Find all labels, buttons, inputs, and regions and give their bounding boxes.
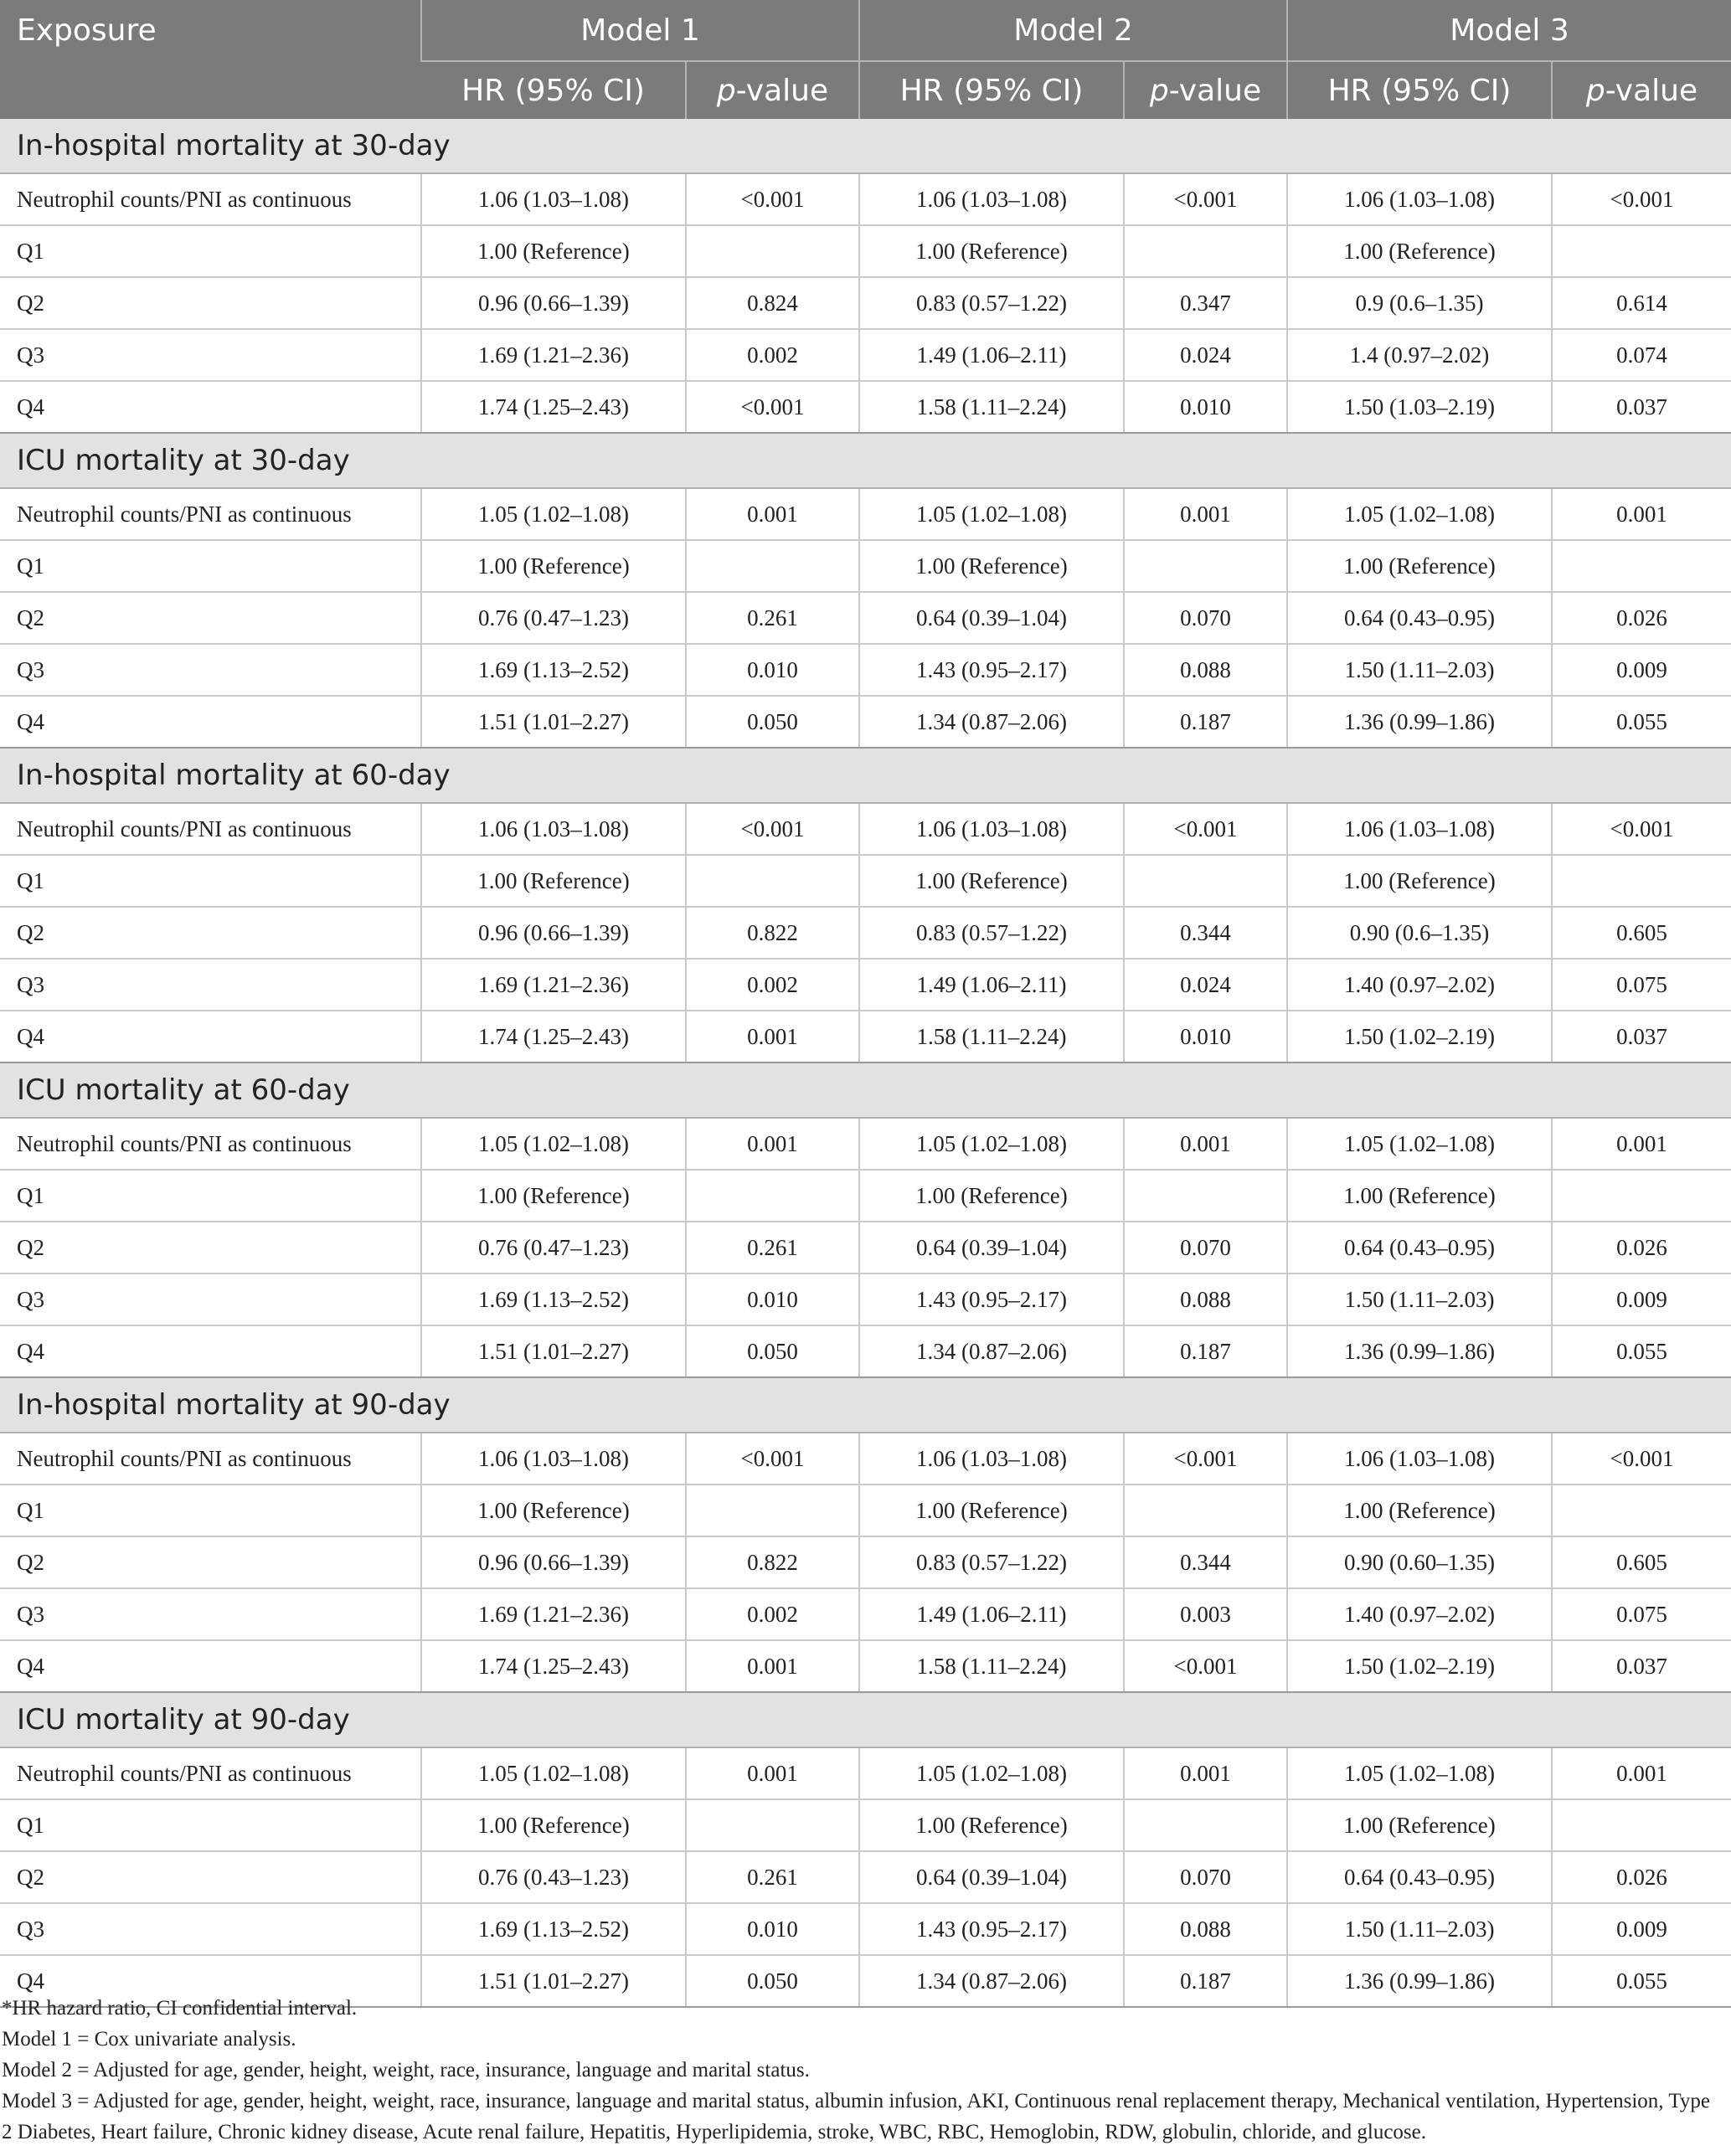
cell-hr-model-3: 1.40 (0.97–2.02) [1287, 1588, 1552, 1640]
section-title: ICU mortality at 30-day [0, 433, 1731, 488]
cell-p-model-1 [686, 855, 859, 907]
header-p-model-1: p-value [686, 61, 859, 119]
header-hr-model-1: HR (95% CI) [421, 61, 686, 119]
cell-hr-model-1: 1.00 (Reference) [421, 855, 686, 907]
cell-hr-model-3: 1.50 (1.03–2.19) [1287, 381, 1552, 433]
header-row-models [0, 0, 1731, 61]
cell-p-model-3: <0.001 [1552, 173, 1731, 225]
section-header-row [0, 433, 1731, 488]
cell-p-model-3 [1552, 855, 1731, 907]
table-row [0, 1325, 1731, 1377]
section-header-row [0, 748, 1731, 803]
cell-exposure: Q3 [0, 1274, 421, 1325]
cell-hr-model-2: 1.06 (1.03–1.08) [859, 173, 1124, 225]
cell-exposure: Neutrophil counts/PNI as continuous [0, 1118, 421, 1170]
cell-hr-model-1: 0.96 (0.66–1.39) [421, 1536, 686, 1588]
cell-hr-model-2: 1.58 (1.11–2.24) [859, 1011, 1124, 1063]
cell-p-model-3 [1552, 1170, 1731, 1222]
table-row [0, 1118, 1731, 1170]
cell-p-model-3: 0.074 [1552, 329, 1731, 381]
cell-p-model-3: 0.605 [1552, 1536, 1731, 1588]
cell-hr-model-3: 0.90 (0.6–1.35) [1287, 907, 1552, 959]
cell-hr-model-3: 1.36 (0.99–1.86) [1287, 1325, 1552, 1377]
cell-hr-model-2: 0.83 (0.57–1.22) [859, 1536, 1124, 1588]
cell-p-model-3: 0.055 [1552, 1325, 1731, 1377]
cell-hr-model-1: 1.69 (1.21–2.36) [421, 329, 686, 381]
cell-p-model-1: 0.001 [686, 1640, 859, 1692]
cell-hr-model-3: 0.9 (0.6–1.35) [1287, 277, 1552, 329]
cell-p-model-1: <0.001 [686, 173, 859, 225]
section-title: In-hospital mortality at 60-day [0, 748, 1731, 803]
cell-p-model-1: 0.001 [686, 1747, 859, 1799]
cell-p-model-2: 0.187 [1124, 1955, 1287, 2007]
cell-exposure: Q1 [0, 1485, 421, 1536]
cell-hr-model-2: 1.49 (1.06–2.11) [859, 1588, 1124, 1640]
cell-hr-model-2: 1.00 (Reference) [859, 540, 1124, 592]
cell-exposure: Q4 [0, 1955, 421, 2007]
cell-hr-model-2: 1.34 (0.87–2.06) [859, 696, 1124, 748]
cell-exposure: Q3 [0, 1903, 421, 1955]
table-row [0, 1485, 1731, 1536]
cell-p-model-3: 0.055 [1552, 1955, 1731, 2007]
cell-hr-model-1: 1.69 (1.13–2.52) [421, 644, 686, 696]
cell-hr-model-2: 1.43 (0.95–2.17) [859, 1274, 1124, 1325]
header-hr-model-3: HR (95% CI) [1287, 61, 1552, 119]
cell-hr-model-1: 1.00 (Reference) [421, 1170, 686, 1222]
cell-hr-model-2: 1.00 (Reference) [859, 225, 1124, 277]
table-row [0, 803, 1731, 855]
cell-hr-model-3: 1.4 (0.97–2.02) [1287, 329, 1552, 381]
cell-exposure: Q2 [0, 1536, 421, 1588]
cell-p-model-2: 0.024 [1124, 959, 1287, 1011]
table-row [0, 1799, 1731, 1851]
cell-hr-model-1: 1.00 (Reference) [421, 225, 686, 277]
section-title: ICU mortality at 60-day [0, 1063, 1731, 1118]
cell-exposure: Q4 [0, 1325, 421, 1377]
cell-p-model-2 [1124, 1485, 1287, 1536]
cell-p-model-1: 0.822 [686, 907, 859, 959]
cell-p-model-3: 0.001 [1552, 1747, 1731, 1799]
cell-hr-model-2: 1.49 (1.06–2.11) [859, 959, 1124, 1011]
cell-p-model-2: 0.001 [1124, 1747, 1287, 1799]
cell-hr-model-3: 1.00 (Reference) [1287, 1485, 1552, 1536]
header-model-1: Model 1 [421, 0, 859, 61]
cell-p-model-3: 0.009 [1552, 1274, 1731, 1325]
cell-p-model-1: 0.001 [686, 1118, 859, 1170]
cell-p-model-3: 0.037 [1552, 1011, 1731, 1063]
cell-p-model-3 [1552, 1485, 1731, 1536]
section-header-row [0, 1692, 1731, 1747]
section-header-row [0, 1063, 1731, 1118]
cell-p-model-2: 0.001 [1124, 488, 1287, 540]
cell-p-model-3: 0.026 [1552, 592, 1731, 644]
header-p-model-3: p-value [1552, 61, 1731, 119]
table-row [0, 488, 1731, 540]
cell-p-model-2: 0.010 [1124, 1011, 1287, 1063]
table-row [0, 696, 1731, 748]
cell-hr-model-3: 1.06 (1.03–1.08) [1287, 803, 1552, 855]
cell-exposure: Q2 [0, 907, 421, 959]
cell-hr-model-1: 1.00 (Reference) [421, 1485, 686, 1536]
cell-p-model-2: 0.088 [1124, 1274, 1287, 1325]
table-row [0, 592, 1731, 644]
cell-exposure: Q3 [0, 644, 421, 696]
cell-hr-model-1: 1.51 (1.01–2.27) [421, 1325, 686, 1377]
cell-hr-model-1: 0.96 (0.66–1.39) [421, 277, 686, 329]
cell-p-model-3: 0.026 [1552, 1222, 1731, 1274]
cell-hr-model-3: 1.05 (1.02–1.08) [1287, 1118, 1552, 1170]
cell-p-model-1: 0.824 [686, 277, 859, 329]
cell-exposure: Q2 [0, 1851, 421, 1903]
table-row [0, 1588, 1731, 1640]
cell-p-model-3: 0.055 [1552, 696, 1731, 748]
cell-hr-model-3: 0.64 (0.43–0.95) [1287, 1222, 1552, 1274]
cell-p-model-2: <0.001 [1124, 173, 1287, 225]
cell-p-model-2: 0.187 [1124, 696, 1287, 748]
cell-hr-model-3: 1.50 (1.11–2.03) [1287, 1274, 1552, 1325]
cell-p-model-1: <0.001 [686, 381, 859, 433]
table-row [0, 1747, 1731, 1799]
cell-p-model-1: 0.261 [686, 1222, 859, 1274]
cell-hr-model-3: 1.00 (Reference) [1287, 1799, 1552, 1851]
table-row [0, 1903, 1731, 1955]
cell-p-model-1: 0.002 [686, 329, 859, 381]
cell-p-model-3: 0.001 [1552, 488, 1731, 540]
cell-exposure: Q4 [0, 696, 421, 748]
cell-p-model-3: 0.037 [1552, 381, 1731, 433]
cell-hr-model-1: 1.69 (1.21–2.36) [421, 959, 686, 1011]
cell-exposure: Q1 [0, 1170, 421, 1222]
cell-p-model-3: 0.605 [1552, 907, 1731, 959]
table-row [0, 277, 1731, 329]
cell-hr-model-2: 1.06 (1.03–1.08) [859, 803, 1124, 855]
cell-p-model-2 [1124, 225, 1287, 277]
cell-hr-model-3: 1.40 (0.97–2.02) [1287, 959, 1552, 1011]
cell-hr-model-1: 1.51 (1.01–2.27) [421, 696, 686, 748]
cell-p-model-2 [1124, 540, 1287, 592]
table-row [0, 225, 1731, 277]
cell-exposure: Q1 [0, 1799, 421, 1851]
cell-p-model-2: 0.003 [1124, 1588, 1287, 1640]
cell-p-model-2: 0.187 [1124, 1325, 1287, 1377]
cell-p-model-1: 0.261 [686, 1851, 859, 1903]
cell-hr-model-3: 1.36 (0.99–1.86) [1287, 696, 1552, 748]
cell-exposure: Q1 [0, 540, 421, 592]
cell-p-model-3 [1552, 1799, 1731, 1851]
cell-p-model-1: 0.261 [686, 592, 859, 644]
cell-p-model-2: <0.001 [1124, 1640, 1287, 1692]
section-title: In-hospital mortality at 90-day [0, 1377, 1731, 1433]
cell-hr-model-3: 1.00 (Reference) [1287, 855, 1552, 907]
cell-p-model-2 [1124, 1799, 1287, 1851]
cell-p-model-1: 0.050 [686, 1955, 859, 2007]
cell-p-model-1 [686, 225, 859, 277]
cell-hr-model-2: 1.43 (0.95–2.17) [859, 1903, 1124, 1955]
cell-hr-model-1: 1.00 (Reference) [421, 1799, 686, 1851]
cell-hr-model-2: 0.64 (0.39–1.04) [859, 592, 1124, 644]
table-row [0, 959, 1731, 1011]
cell-p-model-2 [1124, 855, 1287, 907]
section-header-row [0, 1377, 1731, 1433]
cell-p-model-2: 0.344 [1124, 907, 1287, 959]
table-row [0, 381, 1731, 433]
cell-hr-model-3: 1.06 (1.03–1.08) [1287, 1433, 1552, 1485]
cell-p-model-1: 0.002 [686, 1588, 859, 1640]
cell-p-model-3: 0.026 [1552, 1851, 1731, 1903]
cell-p-model-1: 0.010 [686, 1274, 859, 1325]
table-footnotes [0, 1993, 1710, 2148]
cell-p-model-1: 0.050 [686, 696, 859, 748]
cell-p-model-3: 0.001 [1552, 1118, 1731, 1170]
cell-p-model-3: <0.001 [1552, 803, 1731, 855]
cell-p-model-2: 0.070 [1124, 592, 1287, 644]
cell-hr-model-2: 0.83 (0.57–1.22) [859, 907, 1124, 959]
cell-hr-model-3: 1.50 (1.02–2.19) [1287, 1011, 1552, 1063]
cell-p-model-1 [686, 1799, 859, 1851]
cell-exposure: Neutrophil counts/PNI as continuous [0, 803, 421, 855]
cell-hr-model-3: 1.00 (Reference) [1287, 540, 1552, 592]
header-model-3: Model 3 [1287, 0, 1731, 61]
table-row [0, 1170, 1731, 1222]
cell-p-model-1: 0.001 [686, 1011, 859, 1063]
cell-hr-model-3: 1.50 (1.11–2.03) [1287, 1903, 1552, 1955]
table-row [0, 907, 1731, 959]
cell-p-model-1 [686, 540, 859, 592]
cell-p-model-2 [1124, 1170, 1287, 1222]
cell-exposure: Q2 [0, 592, 421, 644]
cell-hr-model-2: 1.00 (Reference) [859, 1485, 1124, 1536]
cell-exposure: Q2 [0, 277, 421, 329]
cell-hr-model-2: 0.83 (0.57–1.22) [859, 277, 1124, 329]
cell-p-model-1: 0.010 [686, 1903, 859, 1955]
table-row [0, 1851, 1731, 1903]
cell-hr-model-2: 1.34 (0.87–2.06) [859, 1955, 1124, 2007]
cell-hr-model-2: 1.05 (1.02–1.08) [859, 1747, 1124, 1799]
cell-hr-model-3: 1.05 (1.02–1.08) [1287, 1747, 1552, 1799]
cell-p-model-2: <0.001 [1124, 1433, 1287, 1485]
cell-p-model-3: 0.009 [1552, 644, 1731, 696]
table-row [0, 1433, 1731, 1485]
cell-hr-model-2: 1.00 (Reference) [859, 855, 1124, 907]
cell-hr-model-1: 0.76 (0.47–1.23) [421, 592, 686, 644]
cell-p-model-1: <0.001 [686, 803, 859, 855]
cell-hr-model-1: 1.06 (1.03–1.08) [421, 1433, 686, 1485]
cell-exposure: Q1 [0, 855, 421, 907]
cell-p-model-2: 0.347 [1124, 277, 1287, 329]
header-model-2: Model 2 [859, 0, 1287, 61]
cell-exposure: Q4 [0, 381, 421, 433]
cell-exposure: Q2 [0, 1222, 421, 1274]
cell-p-model-1: 0.002 [686, 959, 859, 1011]
cell-hr-model-1: 1.05 (1.02–1.08) [421, 488, 686, 540]
cell-hr-model-2: 0.64 (0.39–1.04) [859, 1851, 1124, 1903]
cell-hr-model-2: 1.58 (1.11–2.24) [859, 1640, 1124, 1692]
cell-p-model-1 [686, 1485, 859, 1536]
cell-hr-model-2: 1.05 (1.02–1.08) [859, 488, 1124, 540]
cell-p-model-3: 0.614 [1552, 277, 1731, 329]
cell-hr-model-1: 0.76 (0.43–1.23) [421, 1851, 686, 1903]
cell-hr-model-1: 1.74 (1.25–2.43) [421, 381, 686, 433]
cell-hr-model-2: 1.06 (1.03–1.08) [859, 1433, 1124, 1485]
cell-p-model-3 [1552, 540, 1731, 592]
cell-hr-model-1: 1.06 (1.03–1.08) [421, 803, 686, 855]
header-p-model-2: p-value [1124, 61, 1287, 119]
section-title: ICU mortality at 90-day [0, 1692, 1731, 1747]
cell-p-model-2: 0.070 [1124, 1851, 1287, 1903]
cell-hr-model-1: 1.69 (1.21–2.36) [421, 1588, 686, 1640]
cell-exposure: Neutrophil counts/PNI as continuous [0, 173, 421, 225]
cell-hr-model-3: 1.50 (1.02–2.19) [1287, 1640, 1552, 1692]
cell-p-model-2: 0.024 [1124, 329, 1287, 381]
cell-hr-model-2: 0.64 (0.39–1.04) [859, 1222, 1124, 1274]
cell-hr-model-3: 0.90 (0.60–1.35) [1287, 1536, 1552, 1588]
cell-exposure: Q4 [0, 1640, 421, 1692]
cell-exposure: Neutrophil counts/PNI as continuous [0, 1433, 421, 1485]
cell-hr-model-2: 1.00 (Reference) [859, 1170, 1124, 1222]
cell-exposure: Q3 [0, 1588, 421, 1640]
footnote-model-1: Model 1 = Cox univariate analysis. [2, 2028, 296, 2051]
cell-hr-model-1: 1.06 (1.03–1.08) [421, 173, 686, 225]
cell-p-model-3: 0.037 [1552, 1640, 1731, 1692]
cell-hr-model-1: 1.69 (1.13–2.52) [421, 1274, 686, 1325]
table-row [0, 1222, 1731, 1274]
cell-hr-model-1: 0.76 (0.47–1.23) [421, 1222, 686, 1274]
cell-p-model-2: 0.070 [1124, 1222, 1287, 1274]
cell-hr-model-3: 1.00 (Reference) [1287, 225, 1552, 277]
cell-hr-model-1: 1.00 (Reference) [421, 540, 686, 592]
cell-p-model-3 [1552, 225, 1731, 277]
cell-hr-model-3: 1.06 (1.03–1.08) [1287, 173, 1552, 225]
cell-hr-model-1: 1.74 (1.25–2.43) [421, 1640, 686, 1692]
cell-exposure: Neutrophil counts/PNI as continuous [0, 1747, 421, 1799]
cell-exposure: Q1 [0, 225, 421, 277]
cell-p-model-3: <0.001 [1552, 1433, 1731, 1485]
table-row [0, 540, 1731, 592]
cell-hr-model-3: 0.64 (0.43–0.95) [1287, 592, 1552, 644]
cell-hr-model-1: 1.51 (1.01–2.27) [421, 1955, 686, 2007]
cell-exposure: Q3 [0, 329, 421, 381]
cell-p-model-3: 0.075 [1552, 959, 1731, 1011]
table-row [0, 1011, 1731, 1063]
cell-p-model-2: <0.001 [1124, 803, 1287, 855]
cell-p-model-2: 0.010 [1124, 381, 1287, 433]
section-header-row [0, 119, 1731, 173]
footnote-model-2: Model 2 = Adjusted for age, gender, height, weight, race, insurance, language and marital status. [2, 2059, 810, 2081]
cell-hr-model-1: 1.69 (1.13–2.52) [421, 1903, 686, 1955]
cell-exposure: Neutrophil counts/PNI as continuous [0, 488, 421, 540]
cell-p-model-2: 0.088 [1124, 644, 1287, 696]
cell-hr-model-3: 1.05 (1.02–1.08) [1287, 488, 1552, 540]
cell-hr-model-1: 1.74 (1.25–2.43) [421, 1011, 686, 1063]
table-row [0, 329, 1731, 381]
header-exposure: Exposure [0, 0, 421, 119]
cell-p-model-2: 0.001 [1124, 1118, 1287, 1170]
cell-p-model-1: 0.001 [686, 488, 859, 540]
cell-exposure: Q3 [0, 959, 421, 1011]
cell-p-model-3: 0.075 [1552, 1588, 1731, 1640]
cell-hr-model-2: 1.49 (1.06–2.11) [859, 329, 1124, 381]
cell-hr-model-1: 1.05 (1.02–1.08) [421, 1747, 686, 1799]
footnote-abbreviations: *HR hazard ratio, CI confidential interval. [2, 1997, 358, 2020]
section-title: In-hospital mortality at 30-day [0, 119, 1731, 173]
cell-hr-model-2: 1.43 (0.95–2.17) [859, 644, 1124, 696]
table-row [0, 173, 1731, 225]
cell-p-model-1: <0.001 [686, 1433, 859, 1485]
cell-p-model-1 [686, 1170, 859, 1222]
cell-hr-model-3: 1.50 (1.11–2.03) [1287, 644, 1552, 696]
cell-hr-model-1: 0.96 (0.66–1.39) [421, 907, 686, 959]
footnote-model-3: Model 3 = Adjusted for age, gender, height, weight, race, insurance, language and marital status, albumin infusion, AKI, Continuous renal replacement therapy, Mechanical ventilation, Hypertension, Type 2 Diabetes, Heart failure, Chronic kidney disease, Acute renal failure, Hepatitis, Hyperlipidemia, stroke, WBC, RBC, Hemoglobin, RDW, globulin, chloride, and glucose. [2, 2090, 1710, 2143]
cell-hr-model-1: 1.05 (1.02–1.08) [421, 1118, 686, 1170]
cell-p-model-3: 0.009 [1552, 1903, 1731, 1955]
table-row [0, 1640, 1731, 1692]
cell-p-model-1: 0.050 [686, 1325, 859, 1377]
cell-p-model-1: 0.822 [686, 1536, 859, 1588]
cell-hr-model-2: 1.58 (1.11–2.24) [859, 381, 1124, 433]
table-row [0, 644, 1731, 696]
cell-p-model-1: 0.010 [686, 644, 859, 696]
cell-p-model-2: 0.344 [1124, 1536, 1287, 1588]
cell-hr-model-3: 0.64 (0.43–0.95) [1287, 1851, 1552, 1903]
table-row [0, 1274, 1731, 1325]
cell-exposure: Q4 [0, 1011, 421, 1063]
table-row [0, 855, 1731, 907]
cell-hr-model-2: 1.05 (1.02–1.08) [859, 1118, 1124, 1170]
cell-hr-model-3: 1.36 (0.99–1.86) [1287, 1955, 1552, 2007]
cell-hr-model-2: 1.00 (Reference) [859, 1799, 1124, 1851]
header-hr-model-2: HR (95% CI) [859, 61, 1124, 119]
cell-hr-model-2: 1.34 (0.87–2.06) [859, 1325, 1124, 1377]
cell-hr-model-3: 1.00 (Reference) [1287, 1170, 1552, 1222]
table-row [0, 1536, 1731, 1588]
table-body [0, 119, 1731, 2007]
cell-p-model-2: 0.088 [1124, 1903, 1287, 1955]
